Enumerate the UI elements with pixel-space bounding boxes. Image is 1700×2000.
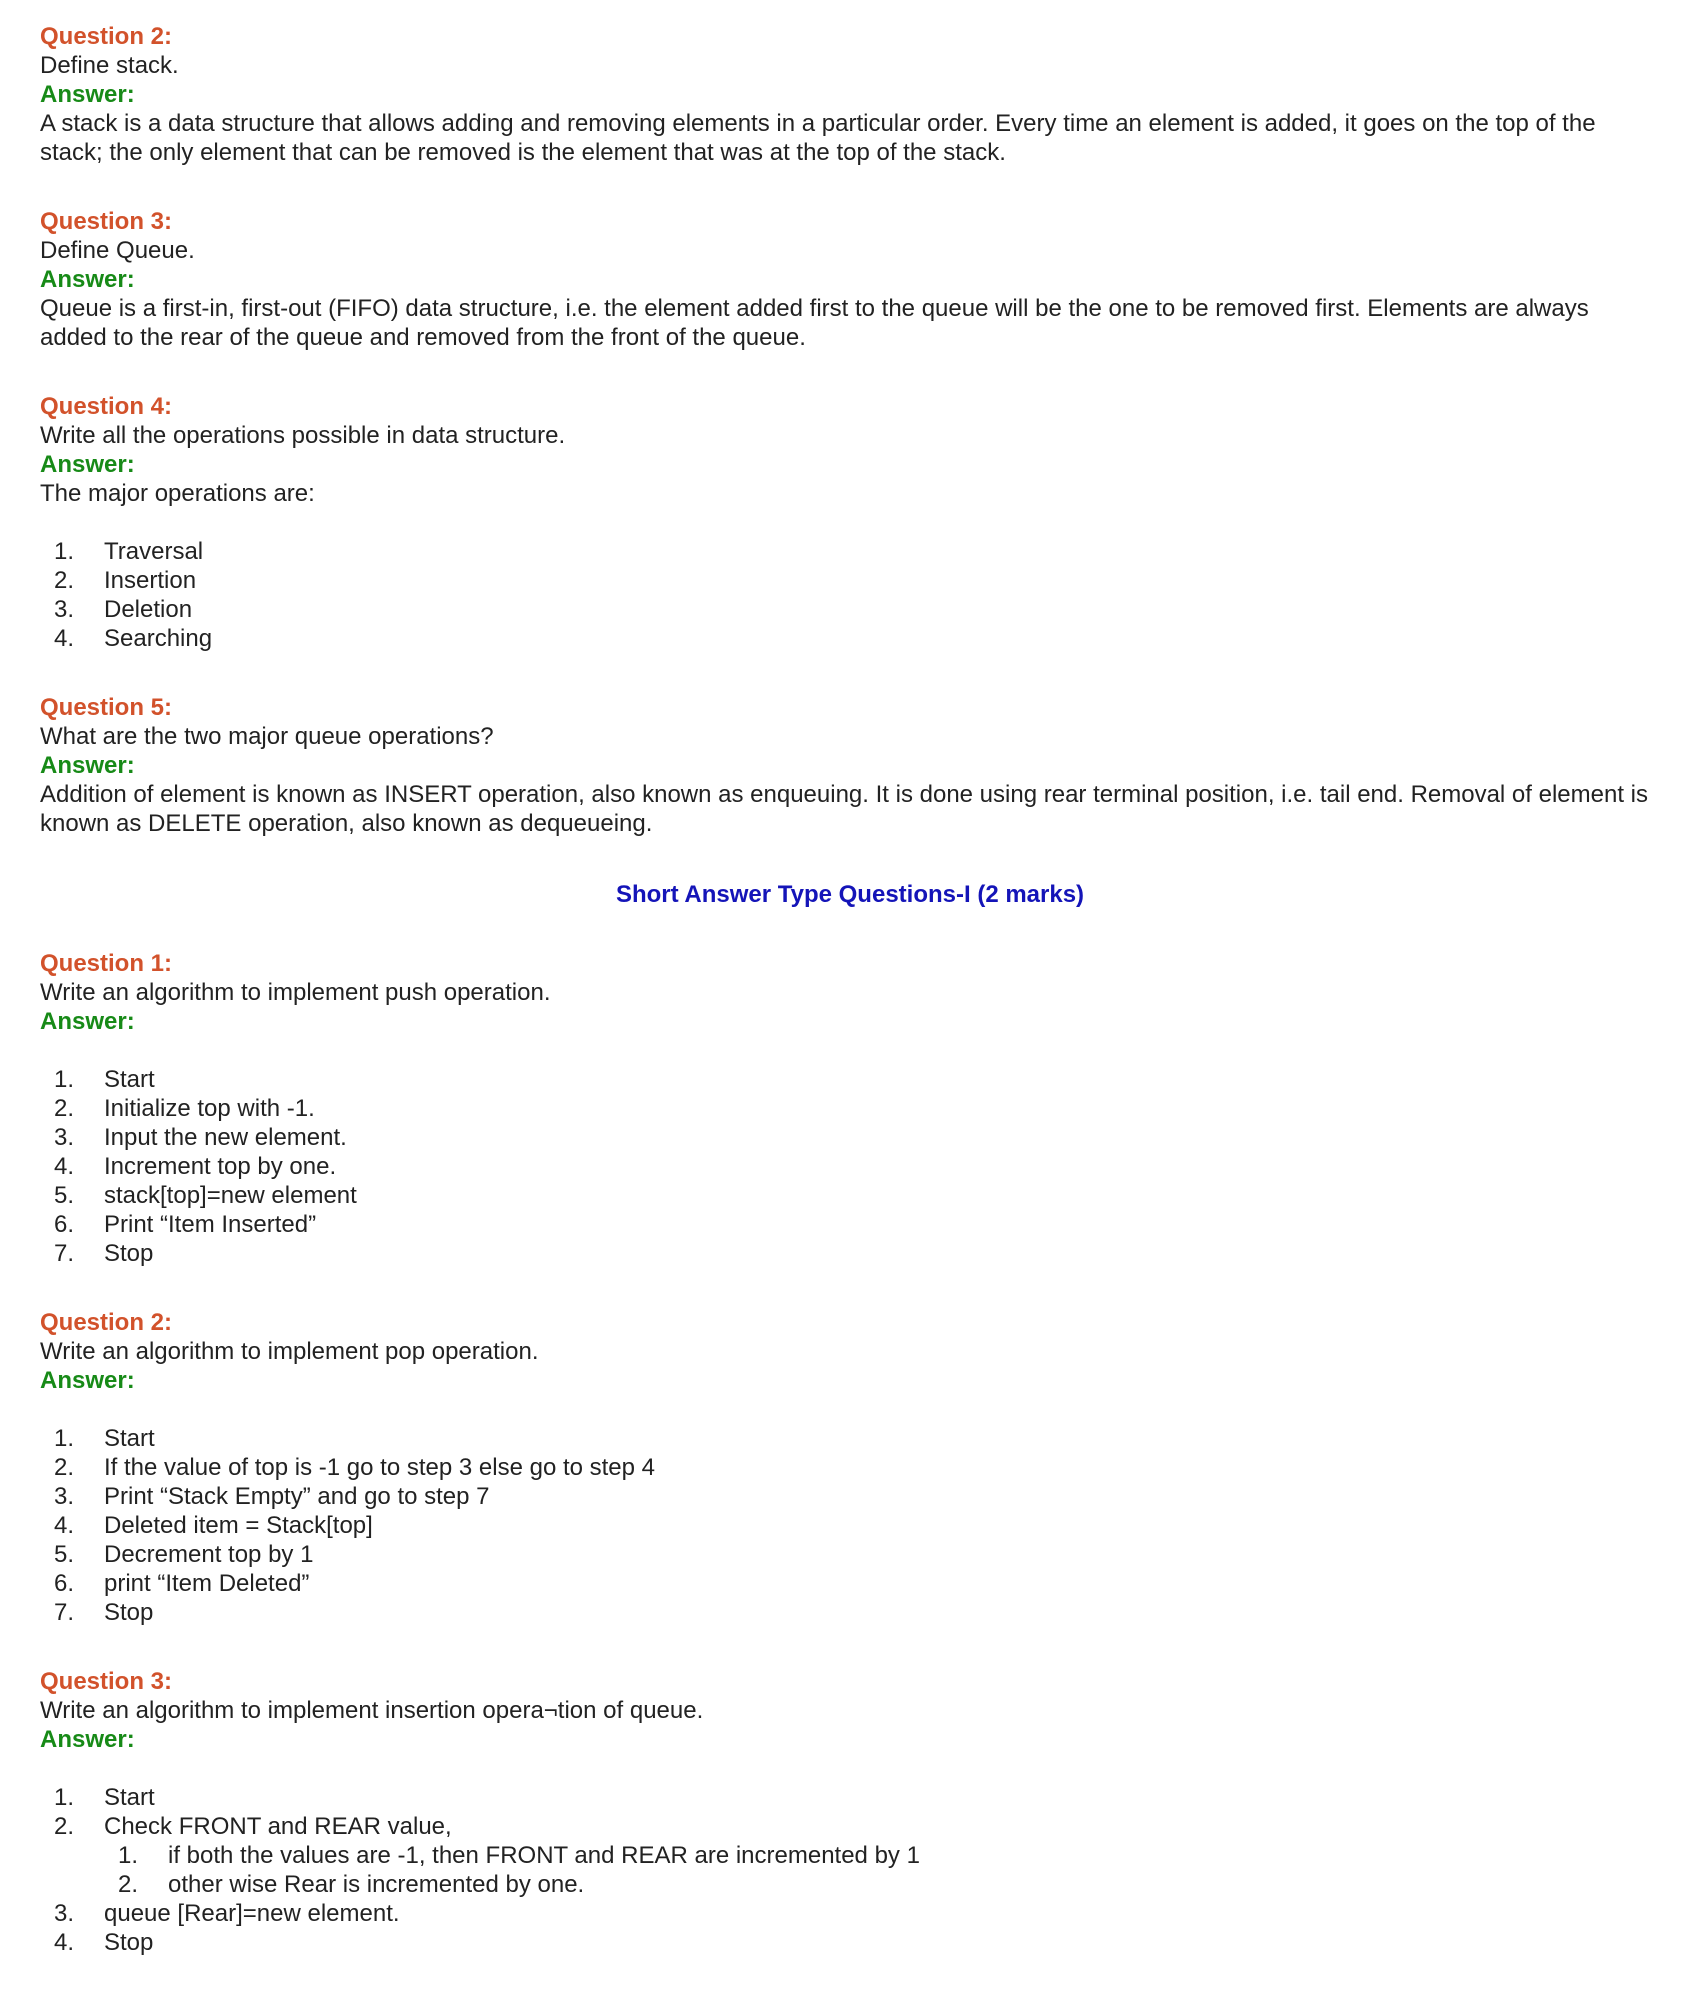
algorithm-steps [40, 1899, 1660, 1957]
question-text: What are the two major queue operations? [40, 723, 494, 750]
list-item: 2. Initialize top with -1. [54, 1095, 315, 1122]
list-item: 1. Start [54, 1425, 155, 1452]
question-heading: Question 3: [40, 208, 173, 235]
answer-heading: Answer: [40, 1726, 135, 1753]
question-text: Write an algorithm to implement insertion opera¬tion of queue. [40, 1697, 704, 1724]
question-text: Define Queue. [40, 237, 195, 264]
list-item: 2. Check FRONT and REAR value, [54, 1813, 452, 1840]
algorithm-steps [40, 1065, 1660, 1268]
answer-heading: Answer: [40, 1367, 135, 1394]
section-title: Short Answer Type Questions-I (2 marks) [615, 881, 1085, 908]
list-item: 6. Print “Item Inserted” [54, 1211, 317, 1238]
list-item: 3. Input the new element. [54, 1124, 347, 1151]
algorithm-steps [40, 1783, 1660, 1841]
list-item: 4. Increment top by one. [54, 1153, 337, 1180]
list-item: 2. other wise Rear is incremented by one. [118, 1871, 585, 1898]
question-heading: Question 2: [40, 23, 173, 50]
question-heading: Question 1: [40, 950, 173, 977]
list-item: 5. Decrement top by 1 [54, 1541, 314, 1568]
operations-list [40, 537, 1660, 653]
answer-heading: Answer: [40, 752, 135, 779]
list-item: 1. Traversal [54, 538, 204, 565]
question-text: Write all the operations possible in data structure. [40, 422, 566, 449]
algorithm-substeps [40, 1841, 1660, 1899]
question-text: Write an algorithm to implement pop operation. [40, 1338, 539, 1365]
list-item: 4. Searching [54, 625, 213, 652]
list-item: 2. If the value of top is -1 go to step 3 else go to step 4 [54, 1454, 656, 1481]
question-heading: Question 5: [40, 694, 173, 721]
qa-block [40, 949, 1660, 1268]
question-heading: Question 2: [40, 1309, 173, 1336]
list-item: 4. Deleted item = Stack[top] [54, 1512, 373, 1539]
algorithm-steps [40, 1424, 1660, 1627]
qa-block [40, 22, 1660, 167]
list-item: 1. Start [54, 1784, 155, 1811]
qa-block [40, 1667, 1660, 1957]
question-text: Define stack. [40, 52, 179, 79]
list-item: 7. Stop [54, 1240, 154, 1267]
list-item: 4. Stop [54, 1929, 154, 1956]
question-heading: Question 3: [40, 1668, 173, 1695]
list-item: 1. if both the values are -1, then FRONT and REAR are incremented by 1 [118, 1842, 920, 1869]
answer-text: Addition of element is known as INSERT operation, also known as enqueuing. It is done using rear terminal position, i.e. tail end. Removal of element is known as DELETE operation, also known as dequeueing. [40, 781, 1648, 837]
qa-block [40, 392, 1660, 653]
list-item: 1. Start [54, 1066, 155, 1093]
qa-block [40, 1308, 1660, 1627]
list-item: 3. queue [Rear]=new element. [54, 1900, 400, 1927]
list-item: 7. Stop [54, 1599, 154, 1626]
answer-heading: Answer: [40, 451, 135, 478]
list-item: 3. Print “Stack Empty” and go to step 7 [54, 1483, 490, 1510]
answer-heading: Answer: [40, 81, 135, 108]
list-item: 3. Deletion [54, 596, 193, 623]
qa-block [40, 207, 1660, 352]
question-text: Write an algorithm to implement push operation. [40, 979, 551, 1006]
answer-text: The major operations are: [40, 480, 315, 507]
list-item: 6. print “Item Deleted” [54, 1570, 310, 1597]
answer-heading: Answer: [40, 1008, 135, 1035]
question-heading: Question 4: [40, 393, 173, 420]
list-item: 5. stack[top]=new element [54, 1182, 357, 1209]
answer-text: A stack is a data structure that allows adding and removing elements in a particular order. Every time an element is added, it goes on the top of the stack; the only element that can be removed is the element that was at the top of the stack. [40, 110, 1596, 166]
list-item: 2. Insertion [54, 567, 197, 594]
answer-text: Queue is a first-in, first-out (FIFO) data structure, i.e. the element added first to the queue will be the one to be removed first. Elements are always added to the rear of the queue and removed from the front of the queue. [40, 295, 1589, 351]
answer-heading: Answer: [40, 266, 135, 293]
qa-block [40, 693, 1660, 838]
